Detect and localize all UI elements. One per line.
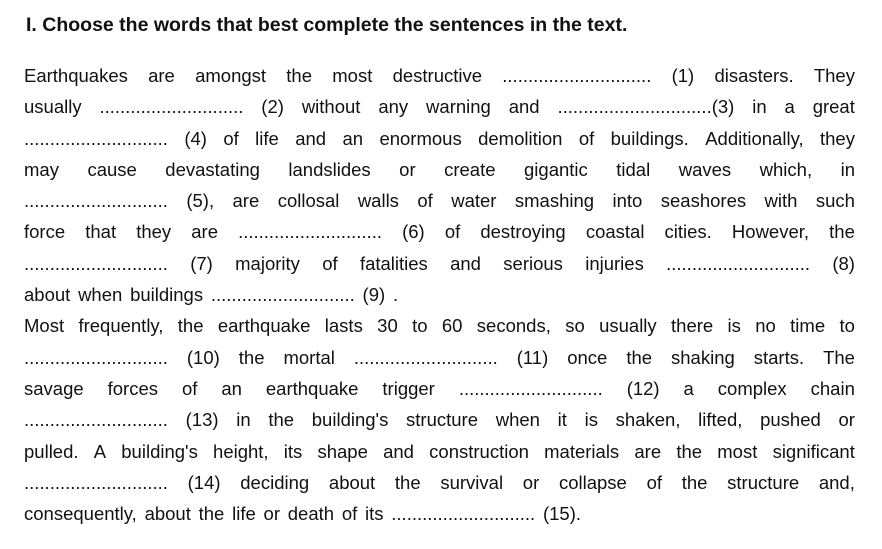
passage-word: (1) xyxy=(671,65,695,86)
passage-word: gigantic xyxy=(524,158,588,180)
answer-blank: ............................ xyxy=(391,503,536,525)
passage-word: majority xyxy=(235,252,300,274)
passage-word: significant xyxy=(772,440,855,462)
answer-blank: ............................ xyxy=(458,377,603,399)
passage-word: when xyxy=(495,409,540,431)
passage-word: about xyxy=(144,503,191,525)
passage-word: great xyxy=(812,96,855,118)
passage-word: in xyxy=(752,96,767,118)
passage-word: lasts xyxy=(324,315,363,337)
passage-word: or xyxy=(399,158,416,180)
passage-word: or xyxy=(838,409,855,431)
passage-word: and xyxy=(508,96,540,118)
passage-word: Most xyxy=(24,315,65,337)
passage-word: structure xyxy=(406,409,478,431)
passage-word: is xyxy=(727,315,741,337)
answer-blank: ............................ xyxy=(24,252,168,274)
passage-word: of xyxy=(646,471,663,493)
passage-word: so xyxy=(565,315,585,337)
passage-word: (11) xyxy=(516,346,549,368)
passage-word: a xyxy=(683,377,694,399)
passage-word: seashores xyxy=(660,190,747,212)
passage-word: a xyxy=(784,96,795,118)
answer-blank: ..............................(3) xyxy=(557,96,735,118)
passage-word: of xyxy=(578,127,595,149)
answer-blank: ............................ xyxy=(666,252,811,274)
passage-word: they xyxy=(819,127,855,149)
passage-word: or xyxy=(263,503,280,525)
passage-word: the xyxy=(394,471,421,493)
passage-word: (6) xyxy=(402,221,425,243)
passage-word: when xyxy=(78,284,123,306)
passage-word: 60 xyxy=(441,315,463,337)
passage-word: is xyxy=(584,409,598,431)
passage-word: lifted, xyxy=(698,409,743,431)
passage-word: (9) xyxy=(362,284,386,306)
passage-word: usually xyxy=(599,315,657,337)
passage-word: the xyxy=(286,65,313,86)
passage-word: However, xyxy=(731,221,810,243)
passage-line-14 xyxy=(24,467,855,498)
passage-word: cities. xyxy=(664,221,712,243)
passage-word: the xyxy=(626,346,653,368)
passage-word: to xyxy=(839,315,855,337)
passage-word: coastal xyxy=(585,221,645,243)
passage-word: trigger xyxy=(382,377,435,399)
passage-word: which, xyxy=(759,158,813,180)
passage-word: it xyxy=(557,409,567,431)
passage-line-9 xyxy=(24,310,855,341)
passage-line-13 xyxy=(24,436,855,467)
passage-line-10 xyxy=(24,342,855,373)
passage-word: (14) xyxy=(187,471,221,493)
passage-word: height, xyxy=(213,440,269,462)
passage-line-7 xyxy=(24,248,855,279)
passage-word: of xyxy=(223,127,239,149)
passage-word: or xyxy=(522,471,540,493)
passage-word: the xyxy=(177,315,204,337)
passage-word: destroying xyxy=(480,221,566,243)
passage-word: are xyxy=(191,221,218,243)
passage-word: such xyxy=(815,190,855,212)
passage-word: of xyxy=(444,221,461,243)
passage-word: most xyxy=(717,440,758,462)
passage-word: the xyxy=(268,409,295,431)
passage-word: materials xyxy=(544,440,620,462)
passage-word: life xyxy=(255,127,279,149)
passage-word: deciding xyxy=(240,471,310,493)
answer-blank: ............................. xyxy=(502,65,652,86)
passage-word: may xyxy=(24,158,59,180)
passage-word: forces xyxy=(107,377,158,399)
passage-word: (10) xyxy=(186,346,220,368)
passage-word: buildings xyxy=(130,284,204,306)
passage-word: landslides xyxy=(288,158,371,180)
passage-word: They xyxy=(813,65,855,86)
passage-word: collosal xyxy=(277,190,340,212)
passage-word: (5), xyxy=(186,190,215,212)
passage-word: collapse xyxy=(558,471,627,493)
passage-word: pulled. xyxy=(24,440,79,462)
passage-word: any xyxy=(378,96,409,118)
passage-line-8 xyxy=(24,279,855,310)
passage-word: of xyxy=(322,252,338,274)
passage-word: are xyxy=(634,440,662,462)
passage-word: A xyxy=(93,440,107,462)
exercise-heading: I. Choose the words that best complete the sentences in the text. xyxy=(26,14,628,36)
passage-line-3 xyxy=(24,123,855,154)
passage-word: time xyxy=(790,315,826,337)
answer-blank: ............................ xyxy=(353,346,498,368)
passage-word: without xyxy=(301,96,361,118)
passage-word: death xyxy=(287,503,335,525)
passage-word: an xyxy=(342,127,364,149)
passage-word: structure xyxy=(727,471,800,493)
passage-line-15 xyxy=(24,498,855,529)
passage-word: construction xyxy=(429,440,529,462)
passage-word: an xyxy=(221,377,242,399)
passage-line-11 xyxy=(24,373,855,404)
answer-blank: ............................ xyxy=(24,409,168,431)
passage-word: earthquake xyxy=(265,377,359,399)
passage-word: create xyxy=(444,158,496,180)
passage-word: complex xyxy=(717,377,787,399)
passage-word: devastating xyxy=(165,158,260,180)
passage-word: to xyxy=(412,315,428,337)
passage-word: shaken, xyxy=(615,409,681,431)
passage-word: (12) xyxy=(626,377,660,399)
passage-word: waves xyxy=(678,158,732,180)
passage-word: about xyxy=(328,471,376,493)
passage-word: destructive xyxy=(392,65,483,86)
passage-word: disasters. xyxy=(714,65,794,86)
passage-word: enormous xyxy=(379,127,462,149)
passage-word: smashing xyxy=(514,190,595,212)
passage-word: amongst xyxy=(195,65,267,86)
passage-word: walls xyxy=(357,190,399,212)
passage-word: serious xyxy=(503,252,563,274)
passage-word: (2) xyxy=(261,96,284,118)
passage-word: seconds, xyxy=(476,315,551,337)
passage-word: warning xyxy=(426,96,491,118)
passage-word: most xyxy=(332,65,373,86)
passage-word: cause xyxy=(87,158,137,180)
passage-word: life xyxy=(232,503,256,525)
passage-word: The xyxy=(823,346,855,368)
passage-word: the xyxy=(198,503,225,525)
passage-word: pushed xyxy=(760,409,821,431)
passage-word: building's xyxy=(311,409,389,431)
passage-word: buildings. xyxy=(610,127,689,149)
passage-word: (7) xyxy=(190,252,213,274)
passage-word: and xyxy=(295,127,327,149)
passage-word: are xyxy=(148,65,175,86)
answer-blank: ............................ xyxy=(24,471,168,493)
passage-word: frequently, xyxy=(78,315,164,337)
passage-word: shaking xyxy=(671,346,735,368)
passage-word: Additionally, xyxy=(705,127,804,149)
passage-word: savage xyxy=(24,377,84,399)
answer-blank: ............................ xyxy=(238,221,383,243)
passage-word: 30 xyxy=(377,315,398,337)
passage-word: no xyxy=(755,315,776,337)
passage-word: the xyxy=(676,440,703,462)
passage-word: (8) xyxy=(832,252,855,274)
passage-word: water xyxy=(451,190,497,212)
passage-word: that xyxy=(85,221,117,243)
passage-line-2 xyxy=(24,91,855,122)
passage-word: shape xyxy=(317,440,368,462)
passage-word: and xyxy=(383,440,414,462)
passage-word: the xyxy=(829,221,855,243)
passage-word: of xyxy=(341,503,358,525)
passage-word: into xyxy=(612,190,643,212)
passage-word: starts. xyxy=(753,346,805,368)
passage-word: mortal xyxy=(283,346,335,368)
passage-line-6 xyxy=(24,216,855,247)
passage-word: its xyxy=(283,440,303,462)
passage-word: fatalities xyxy=(359,252,428,274)
passage-word: and xyxy=(450,252,481,274)
passage-word: chain xyxy=(810,377,855,399)
cloze-passage xyxy=(24,60,855,529)
passage-word: demolition xyxy=(478,127,563,149)
passage-word: survival xyxy=(440,471,504,493)
passage-word: about xyxy=(24,284,71,306)
passage-word: building's xyxy=(121,440,198,462)
passage-word: they xyxy=(136,221,172,243)
passage-word: tidal xyxy=(616,158,651,180)
passage-word: force xyxy=(24,221,66,243)
passage-word: with xyxy=(764,190,798,212)
passage-word: of xyxy=(181,377,198,399)
answer-blank: ............................ xyxy=(99,96,244,118)
answer-blank: ............................ xyxy=(24,190,168,212)
passage-line-4 xyxy=(24,154,855,185)
passage-word: the xyxy=(681,471,708,493)
answer-blank: ............................ xyxy=(24,127,168,149)
passage-word: Earthquakes xyxy=(24,65,128,86)
passage-word: are xyxy=(232,190,260,212)
passage-word: usually xyxy=(24,96,82,118)
passage-word: (15). xyxy=(542,503,582,525)
passage-word: and, xyxy=(818,471,855,493)
passage-word: (13) xyxy=(185,409,219,431)
passage-word: earthquake xyxy=(217,315,311,337)
passage-word: . xyxy=(392,284,399,306)
passage-word: there xyxy=(671,315,714,337)
passage-line-5 xyxy=(24,185,855,216)
passage-word: the xyxy=(238,346,265,368)
answer-blank: ............................ xyxy=(24,346,168,368)
passage-word: (4) xyxy=(184,127,207,149)
passage-word: in xyxy=(236,409,251,431)
passage-word: injuries xyxy=(585,252,644,274)
passage-word: in xyxy=(840,158,855,180)
passage-word: its xyxy=(365,503,384,525)
answer-blank: ............................ xyxy=(210,284,355,306)
passage-word: of xyxy=(417,190,433,212)
passage-word: once xyxy=(567,346,608,368)
passage-line-12 xyxy=(24,404,855,435)
passage-word: consequently, xyxy=(24,503,137,525)
passage-line-1 xyxy=(24,60,855,91)
